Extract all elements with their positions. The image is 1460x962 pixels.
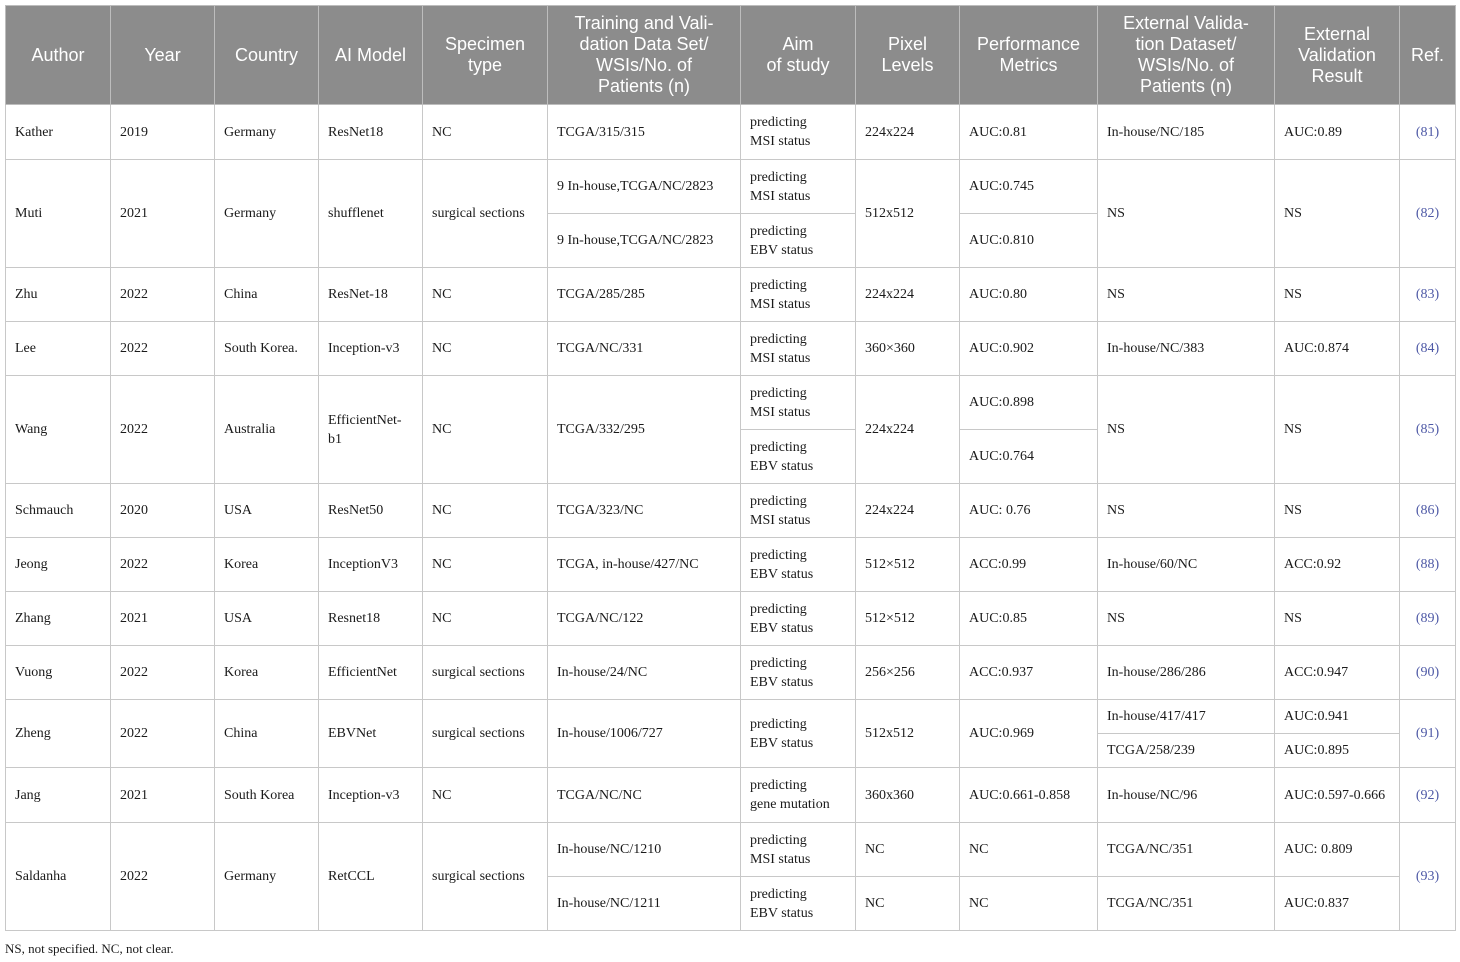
cell-external-result: AUC:0.895 <box>1275 734 1400 768</box>
reference-link[interactable]: (88) <box>1400 538 1456 592</box>
cell-specimen: surgical sections <box>423 700 548 768</box>
reference-link[interactable]: (85) <box>1400 376 1456 484</box>
cell-country: USA <box>215 484 319 538</box>
cell-country: Germany <box>215 160 319 268</box>
cell-external-dataset: NS <box>1098 592 1275 646</box>
cell-pixel: 224x224 <box>856 484 960 538</box>
cell-model: EBVNet <box>319 700 423 768</box>
table-row <box>6 700 1456 734</box>
cell-external-result: AUC:0.941 <box>1275 700 1400 734</box>
cell-training: TCGA/NC/122 <box>548 592 741 646</box>
table-row <box>6 592 1456 646</box>
cell-model: ResNet50 <box>319 484 423 538</box>
cell-specimen: surgical sections <box>423 160 548 268</box>
table-container <box>5 5 1455 931</box>
cell-aim: predicting EBV status <box>741 646 856 700</box>
cell-country: South Korea <box>215 768 319 823</box>
cell-performance: AUC:0.85 <box>960 592 1098 646</box>
cell-specimen: NC <box>423 768 548 823</box>
cell-external-dataset: TCGA/NC/351 <box>1098 823 1275 877</box>
cell-training: TCGA/332/295 <box>548 376 741 484</box>
reference-link[interactable]: (86) <box>1400 484 1456 538</box>
header-performance: Performance Metrics <box>960 6 1098 105</box>
cell-external-dataset: TCGA/NC/351 <box>1098 877 1275 931</box>
cell-performance: NC <box>960 823 1098 877</box>
cell-country: Germany <box>215 823 319 931</box>
reference-link[interactable]: (93) <box>1400 823 1456 931</box>
cell-pixel: 224x224 <box>856 376 960 484</box>
cell-external-dataset: NS <box>1098 268 1275 322</box>
reference-link[interactable]: (89) <box>1400 592 1456 646</box>
header-aim: Aim of study <box>741 6 856 105</box>
cell-model: ResNet-18 <box>319 268 423 322</box>
table-row <box>6 268 1456 322</box>
cell-pixel: 512×512 <box>856 592 960 646</box>
table-row <box>6 646 1456 700</box>
cell-model: RetCCL <box>319 823 423 931</box>
cell-external-result: NS <box>1275 160 1400 268</box>
cell-model: EfficientNet- b1 <box>319 376 423 484</box>
cell-specimen: NC <box>423 592 548 646</box>
header-ai-model: AI Model <box>319 6 423 105</box>
cell-aim: predicting MSI status <box>741 322 856 376</box>
reference-link[interactable]: (81) <box>1400 105 1456 160</box>
cell-year: 2022 <box>111 823 215 931</box>
cell-author: Muti <box>6 160 111 268</box>
cell-year: 2020 <box>111 484 215 538</box>
cell-author: Zhu <box>6 268 111 322</box>
cell-performance: AUC:0.898 <box>960 376 1098 430</box>
cell-year: 2022 <box>111 376 215 484</box>
cell-performance: AUC: 0.76 <box>960 484 1098 538</box>
cell-aim: predicting MSI status <box>741 160 856 214</box>
cell-performance: ACC:0.99 <box>960 538 1098 592</box>
cell-external-dataset: NS <box>1098 484 1275 538</box>
cell-aim: predicting MSI status <box>741 105 856 160</box>
cell-model: EfficientNet <box>319 646 423 700</box>
cell-country: Australia <box>215 376 319 484</box>
cell-aim: predicting EBV status <box>741 538 856 592</box>
cell-model: Resnet18 <box>319 592 423 646</box>
cell-pixel: 512×512 <box>856 538 960 592</box>
cell-performance: ACC:0.937 <box>960 646 1098 700</box>
table-row <box>6 768 1456 823</box>
cell-specimen: NC <box>423 376 548 484</box>
cell-aim: predicting MSI status <box>741 823 856 877</box>
cell-country: Germany <box>215 105 319 160</box>
cell-external-result: ACC:0.92 <box>1275 538 1400 592</box>
cell-pixel: NC <box>856 877 960 931</box>
cell-training: 9 In-house,TCGA/NC/2823 <box>548 214 741 268</box>
cell-year: 2022 <box>111 268 215 322</box>
cell-author: Wang <box>6 376 111 484</box>
table-row <box>6 376 1456 430</box>
cell-aim: predicting gene mutation <box>741 768 856 823</box>
cell-author: Kather <box>6 105 111 160</box>
cell-country: South Korea. <box>215 322 319 376</box>
cell-pixel: 512x512 <box>856 160 960 268</box>
reference-link[interactable]: (92) <box>1400 768 1456 823</box>
cell-external-dataset: In-house/NC/96 <box>1098 768 1275 823</box>
cell-external-result: NS <box>1275 484 1400 538</box>
cell-performance: NC <box>960 877 1098 931</box>
cell-external-dataset: NS <box>1098 376 1275 484</box>
cell-model: Inception-v3 <box>319 768 423 823</box>
cell-specimen: NC <box>423 484 548 538</box>
cell-aim: predicting MSI status <box>741 268 856 322</box>
cell-model: InceptionV3 <box>319 538 423 592</box>
cell-specimen: NC <box>423 105 548 160</box>
cell-performance: AUC:0.764 <box>960 430 1098 484</box>
cell-training: In-house/NC/1210 <box>548 823 741 877</box>
studies-table <box>5 5 1456 931</box>
cell-specimen: NC <box>423 268 548 322</box>
cell-country: Korea <box>215 646 319 700</box>
cell-aim: predicting MSI status <box>741 376 856 430</box>
cell-author: Schmauch <box>6 484 111 538</box>
cell-pixel: 360x360 <box>856 768 960 823</box>
cell-external-result: NS <box>1275 268 1400 322</box>
cell-performance: AUC:0.661-0.858 <box>960 768 1098 823</box>
cell-performance: AUC:0.902 <box>960 322 1098 376</box>
cell-author: Vuong <box>6 646 111 700</box>
cell-performance: AUC:0.745 <box>960 160 1098 214</box>
cell-training: In-house/NC/1211 <box>548 877 741 931</box>
cell-external-dataset: In-house/NC/383 <box>1098 322 1275 376</box>
cell-external-result: AUC:0.874 <box>1275 322 1400 376</box>
cell-pixel: 360×360 <box>856 322 960 376</box>
cell-training: TCGA/285/285 <box>548 268 741 322</box>
cell-aim: predicting EBV status <box>741 592 856 646</box>
reference-link[interactable]: (83) <box>1400 268 1456 322</box>
cell-country: USA <box>215 592 319 646</box>
cell-aim: predicting EBV status <box>741 877 856 931</box>
cell-external-dataset: NS <box>1098 160 1275 268</box>
cell-performance: AUC:0.810 <box>960 214 1098 268</box>
table-row <box>6 484 1456 538</box>
cell-specimen: NC <box>423 538 548 592</box>
cell-training: In-house/24/NC <box>548 646 741 700</box>
cell-external-result: NS <box>1275 592 1400 646</box>
cell-performance: AUC:0.969 <box>960 700 1098 768</box>
cell-training: In-house/1006/727 <box>548 700 741 768</box>
cell-pixel: NC <box>856 823 960 877</box>
cell-performance: AUC:0.80 <box>960 268 1098 322</box>
table-row <box>6 322 1456 376</box>
cell-training: TCGA/315/315 <box>548 105 741 160</box>
cell-external-dataset: In-house/417/417 <box>1098 700 1275 734</box>
reference-link[interactable]: (91) <box>1400 700 1456 768</box>
cell-specimen: NC <box>423 322 548 376</box>
cell-author: Saldanha <box>6 823 111 931</box>
header-author: Author <box>6 6 111 105</box>
table-footnote: NS, not specified. NC, not clear. <box>5 941 174 956</box>
cell-external-dataset: In-house/286/286 <box>1098 646 1275 700</box>
cell-pixel: 256×256 <box>856 646 960 700</box>
cell-aim: predicting EBV status <box>741 214 856 268</box>
cell-aim: predicting EBV status <box>741 430 856 484</box>
cell-training: TCGA/NC/NC <box>548 768 741 823</box>
cell-external-result: AUC:0.89 <box>1275 105 1400 160</box>
cell-year: 2022 <box>111 646 215 700</box>
cell-author: Zheng <box>6 700 111 768</box>
header-row <box>6 6 1456 105</box>
cell-country: Korea <box>215 538 319 592</box>
cell-external-result: AUC:0.837 <box>1275 877 1400 931</box>
cell-training: TCGA/323/NC <box>548 484 741 538</box>
reference-link[interactable]: (82) <box>1400 160 1456 268</box>
cell-training: TCGA/NC/331 <box>548 322 741 376</box>
cell-pixel: 512x512 <box>856 700 960 768</box>
table-row <box>6 160 1456 214</box>
cell-year: 2022 <box>111 700 215 768</box>
cell-year: 2022 <box>111 322 215 376</box>
header-year: Year <box>111 6 215 105</box>
cell-pixel: 224x224 <box>856 105 960 160</box>
cell-author: Jeong <box>6 538 111 592</box>
cell-model: ResNet18 <box>319 105 423 160</box>
header-pixel-levels: Pixel Levels <box>856 6 960 105</box>
cell-author: Zhang <box>6 592 111 646</box>
table-row <box>6 823 1456 877</box>
cell-year: 2021 <box>111 768 215 823</box>
cell-country: China <box>215 700 319 768</box>
cell-performance: AUC:0.81 <box>960 105 1098 160</box>
cell-external-result: ACC:0.947 <box>1275 646 1400 700</box>
header-training-dataset: Training and Vali- dation Data Set/ WSIs/No. of Patients (n) <box>548 6 741 105</box>
header-country: Country <box>215 6 319 105</box>
cell-specimen: surgical sections <box>423 646 548 700</box>
cell-year: 2022 <box>111 538 215 592</box>
cell-author: Lee <box>6 322 111 376</box>
cell-model: shufflenet <box>319 160 423 268</box>
header-external-dataset: External Valida- tion Dataset/ WSIs/No. of Patients (n) <box>1098 6 1275 105</box>
cell-year: 2021 <box>111 592 215 646</box>
cell-training: TCGA, in-house/427/NC <box>548 538 741 592</box>
cell-external-result: NS <box>1275 376 1400 484</box>
cell-external-dataset: In-house/NC/185 <box>1098 105 1275 160</box>
reference-link[interactable]: (84) <box>1400 322 1456 376</box>
header-specimen-type: Specimen type <box>423 6 548 105</box>
header-ref: Ref. <box>1400 6 1456 105</box>
reference-link[interactable]: (90) <box>1400 646 1456 700</box>
cell-year: 2019 <box>111 105 215 160</box>
table-row <box>6 538 1456 592</box>
cell-aim: predicting MSI status <box>741 484 856 538</box>
cell-training: 9 In-house,TCGA/NC/2823 <box>548 160 741 214</box>
cell-aim: predicting EBV status <box>741 700 856 768</box>
cell-author: Jang <box>6 768 111 823</box>
cell-external-result: AUC: 0.809 <box>1275 823 1400 877</box>
cell-year: 2021 <box>111 160 215 268</box>
cell-specimen: surgical sections <box>423 823 548 931</box>
cell-model: Inception-v3 <box>319 322 423 376</box>
cell-external-dataset: In-house/60/NC <box>1098 538 1275 592</box>
table-row <box>6 105 1456 160</box>
cell-pixel: 224x224 <box>856 268 960 322</box>
header-external-result: External Validation Result <box>1275 6 1400 105</box>
cell-country: China <box>215 268 319 322</box>
cell-external-dataset: TCGA/258/239 <box>1098 734 1275 768</box>
cell-external-result: AUC:0.597-0.666 <box>1275 768 1400 823</box>
